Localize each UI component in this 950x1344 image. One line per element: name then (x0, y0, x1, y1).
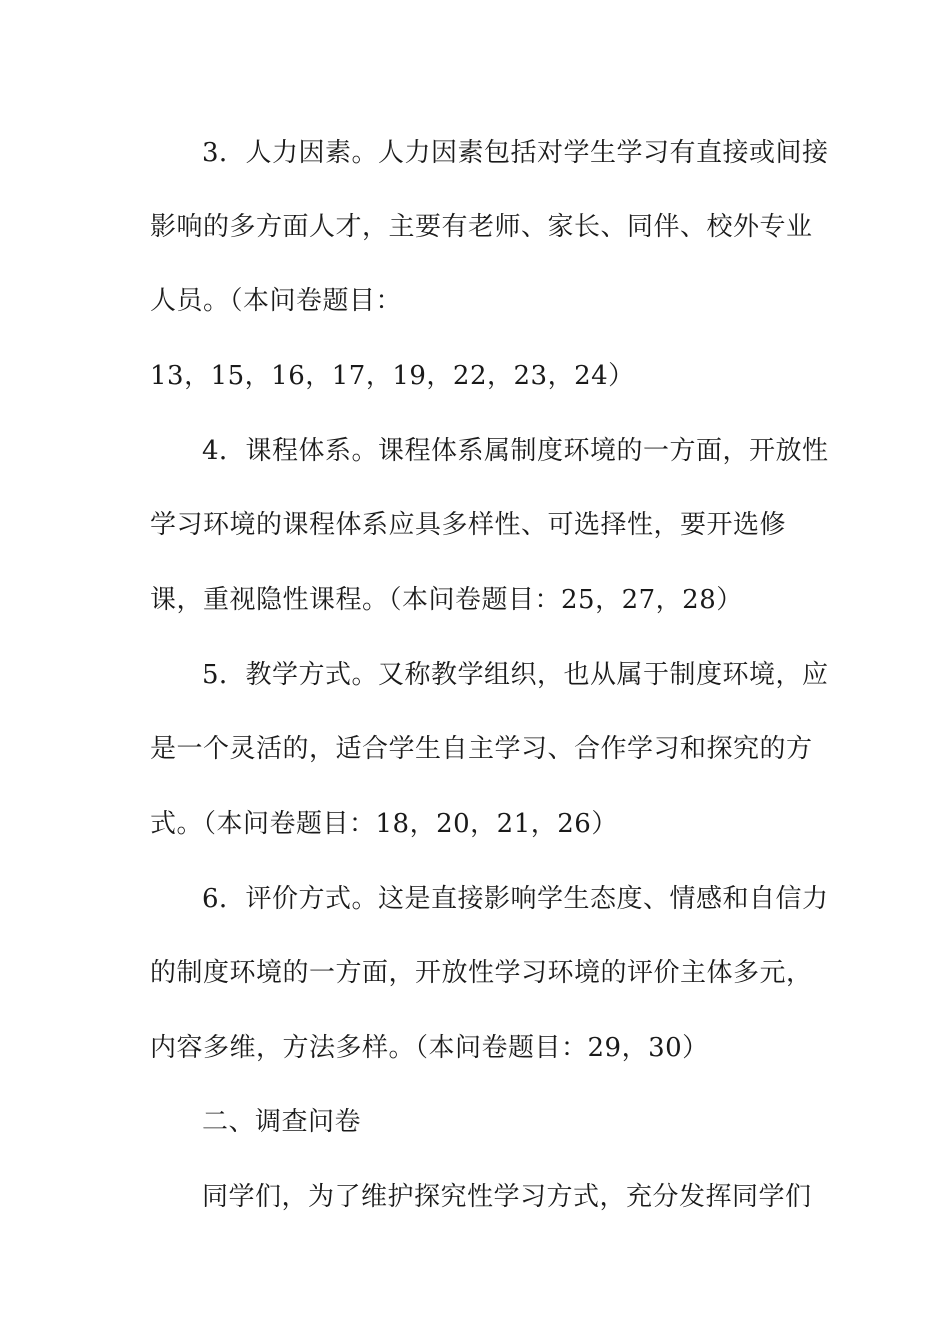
paragraph-6-line-3: 内容多维，方法多样。（本问卷题目：29，30） (150, 1033, 709, 1063)
paragraph-6-line-1: 6．评价方式。这是直接影响学生态度、情感和自信力 (202, 884, 829, 914)
intro-paragraph-line-1: 同学们，为了维护探究性学习方式，充分发挥同学们 (202, 1182, 812, 1212)
paragraph-3-line-3: 人员。（本问卷题目： (150, 286, 403, 316)
paragraph-5-line-2: 是一个灵活的，适合学生自主学习、合作学习和探究的方 (150, 734, 813, 764)
paragraph-4-line-2: 学习环境的课程体系应具多样性、可选择性，要开选修 (150, 510, 787, 540)
paragraph-3-line-2: 影响的多方面人才，主要有老师、家长、同伴、校外专业 (150, 212, 813, 242)
paragraph-3-line-1: 3．人力因素。人力因素包括对学生学习有直接或间接 (202, 138, 829, 168)
paragraph-4-line-3: 课，重视隐性课程。（本问卷题目：25，27，28） (150, 585, 743, 615)
paragraph-5-line-1: 5．教学方式。又称教学组织，也从属于制度环境，应 (202, 660, 829, 690)
paragraph-5-line-3: 式。（本问卷题目：18，20，21，26） (150, 809, 618, 839)
paragraph-3-line-4: 13，15，16，17，19，22，23，24） (150, 361, 635, 391)
paragraph-4-line-1: 4．课程体系。课程体系属制度环境的一方面，开放性 (202, 436, 829, 466)
paragraph-6-line-2: 的制度环境的一方面，开放性学习环境的评价主体多元， (150, 958, 813, 988)
section-heading: 二、调查问卷 (202, 1107, 362, 1137)
